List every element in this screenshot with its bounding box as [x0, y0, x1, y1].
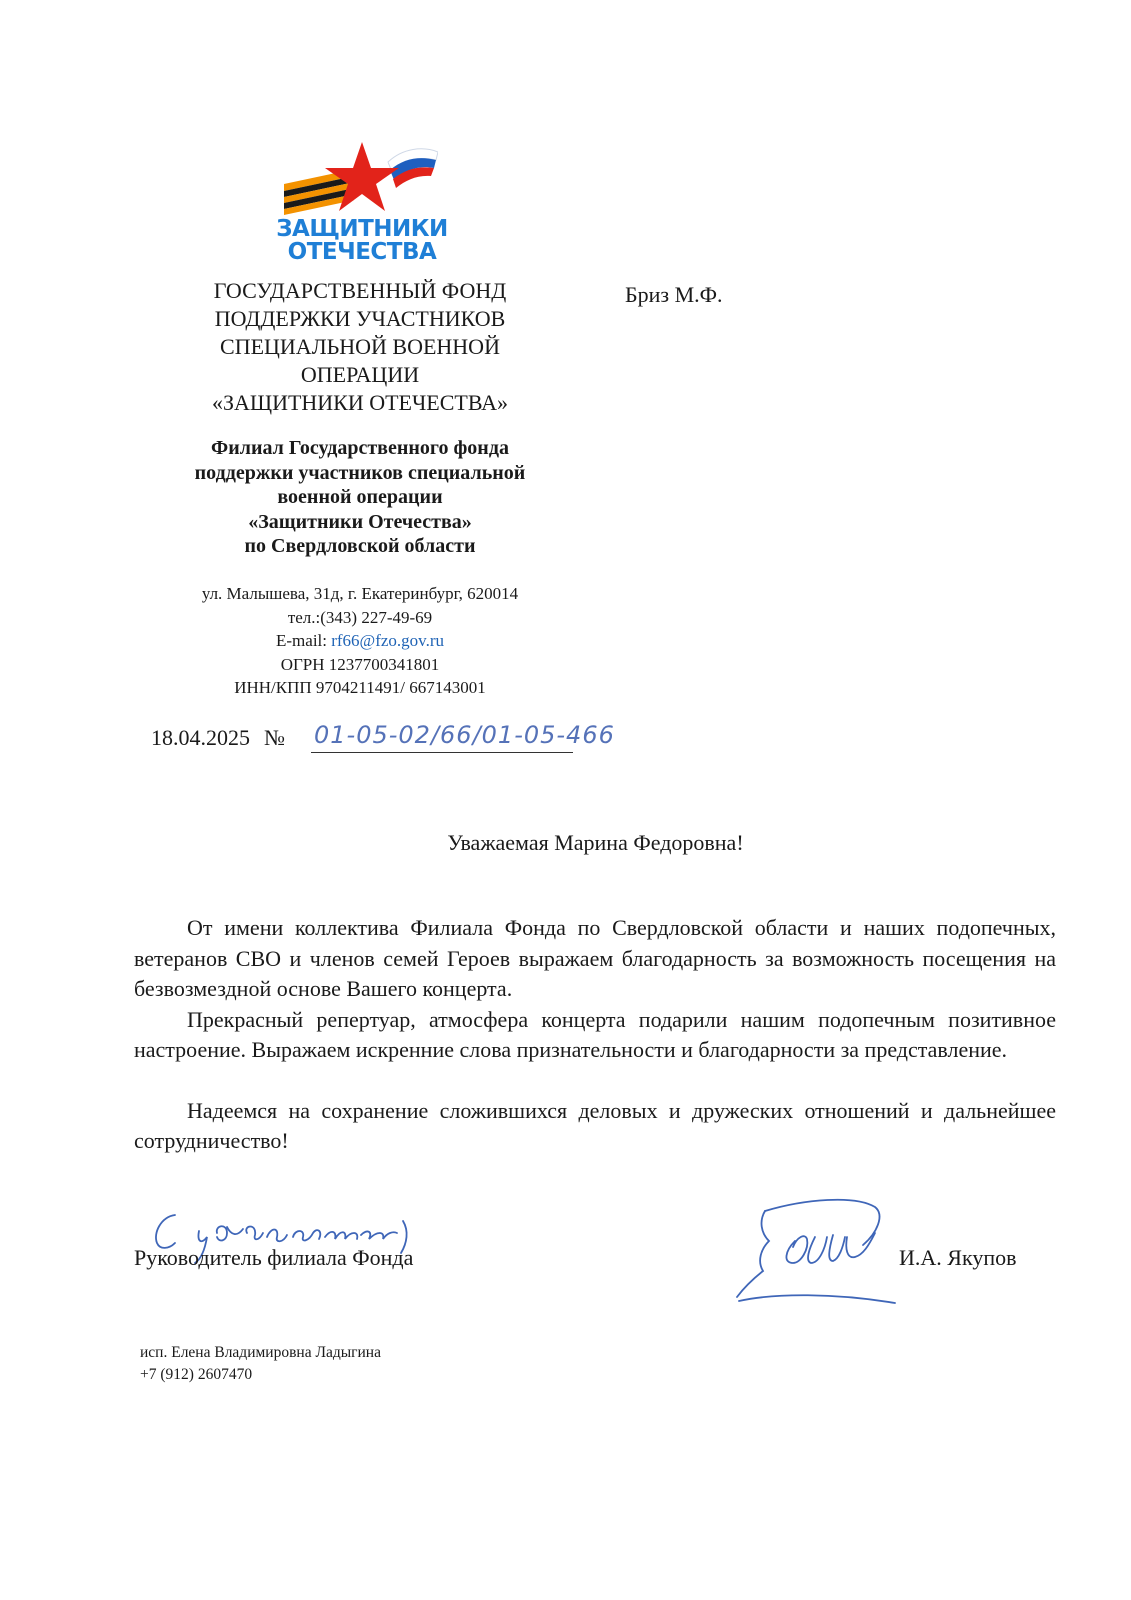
signer-title: Руководитель филиала Фонда: [134, 1245, 414, 1270]
document-number: 01-05-02/66/01-05-466: [314, 721, 615, 749]
executor-info: [140, 1342, 381, 1386]
org-line: ОПЕРАЦИИ: [300, 362, 420, 387]
document-date: 18.04.2025: [151, 725, 250, 750]
branch-line: «Защитники Отечества»: [248, 510, 472, 533]
organization-logo: [262, 140, 462, 265]
branch-line: военной операции: [277, 486, 443, 508]
executor-name: исп. Елена Владимировна Ладыгина: [140, 1344, 381, 1361]
logo-text-line1: ЗАЩИТНИКИ: [276, 216, 448, 242]
salutation: Уважаемая Марина Федоровна!: [447, 830, 744, 855]
organization-name: [155, 277, 565, 417]
addressee: Бриз М.Ф.: [625, 282, 723, 307]
branch-line: Филиал Государственного фонда: [211, 437, 509, 459]
number-underline: [311, 752, 573, 753]
paragraph: От имени коллектива Филиала Фонда по Свердловской области и наших подопечных, ветеранов СВО и членов семей Героев выражаем благодарность за возможность посещения на безвозмездной основе Вашего концерта.: [134, 915, 1056, 1001]
org-line: ГОСУДАРСТВЕННЫЙ ФОНД: [213, 278, 507, 303]
executor-phone: +7 (912) 2607470: [140, 1366, 253, 1383]
email-link[interactable]: rf66@fzo.gov.ru: [331, 631, 444, 650]
letter-body: [134, 913, 1056, 1157]
org-line: ПОДДЕРЖКИ УЧАСТНИКОВ: [214, 306, 506, 331]
email-line: [140, 629, 580, 653]
ogrn: ОГРН 1237700341801: [280, 654, 440, 674]
logo-text-line2: ОТЕЧЕСТВА: [287, 239, 437, 265]
signer-name: И.А. Якупов: [899, 1245, 1017, 1270]
branch-line: поддержки участников специальной: [194, 461, 526, 484]
org-line: СПЕЦИАЛЬНОЙ ВОЕННОЙ: [220, 334, 500, 359]
signature-icon: [735, 1197, 915, 1317]
address: ул. Малышева, 31д, г. Екатеринбург, 620014: [201, 584, 519, 603]
org-line: «ЗАЩИТНИКИ ОТЕЧЕСТВА»: [211, 390, 509, 415]
document-reference: [151, 721, 615, 751]
logo-emblem-icon: [278, 140, 438, 218]
branch-line: по Свердловской области: [244, 535, 476, 557]
number-sign: №: [264, 725, 285, 750]
paragraph: Прекрасный репертуар, атмосфера концерта подарили нашим подопечным позитивное настроение. Выражаем искренние слова признательности и благодарности за представление.: [134, 1006, 1056, 1062]
branch-name: [140, 436, 580, 559]
email-label: E-mail:: [276, 631, 332, 650]
phone: тел.:(343) 227-49-69: [287, 607, 433, 627]
contact-details: [140, 582, 580, 700]
paragraph: Надеемся на сохранение сложившихся деловых и дружеских отношений и дальнейшее сотрудничество!: [134, 1097, 1056, 1153]
inn-kpp: ИНН/КПП 9704211491/ 667143001: [234, 678, 486, 697]
